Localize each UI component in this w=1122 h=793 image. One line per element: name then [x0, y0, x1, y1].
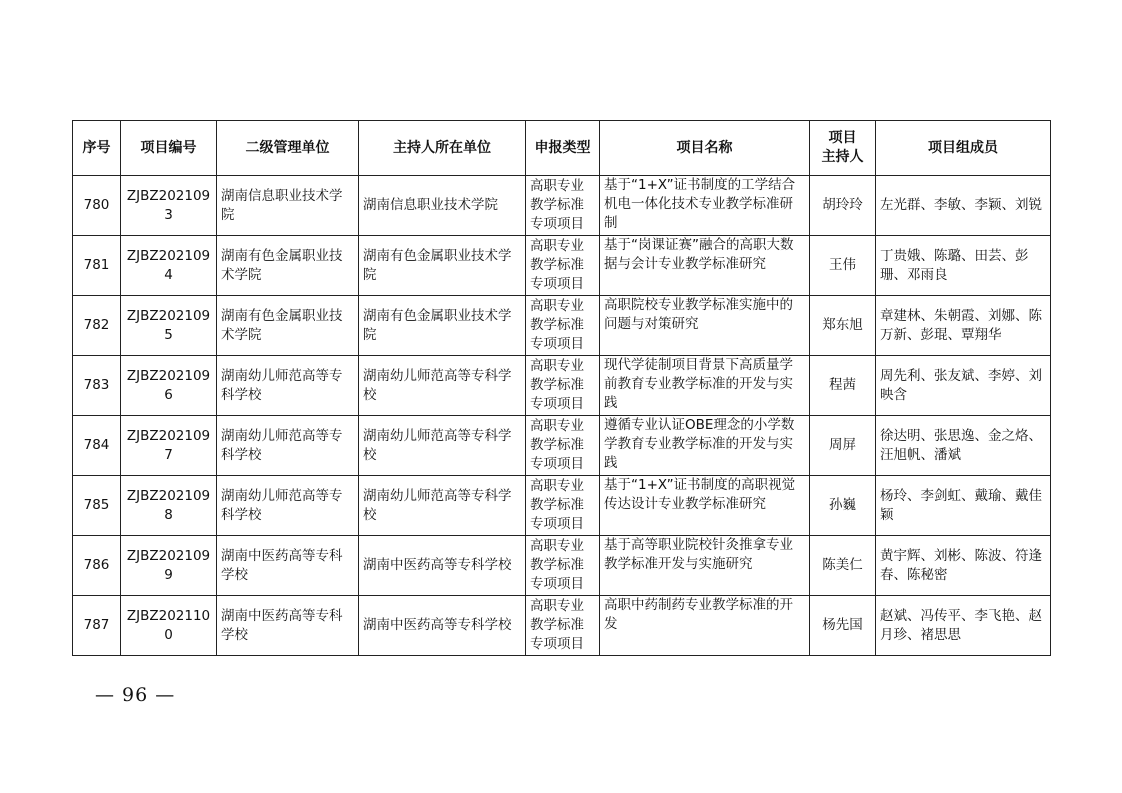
cell-unit: 湖南幼儿师范高等专科学校: [217, 476, 359, 536]
cell-host-unit: 湖南有色金属职业技术学院: [359, 236, 526, 296]
cell-code: ZJBZ2021100: [121, 596, 217, 656]
project-list-table: [72, 120, 1051, 656]
cell-host: 郑东旭: [810, 296, 876, 356]
table-row: [73, 236, 1051, 296]
cell-members: 章建林、朱朝霞、刘娜、陈万新、彭琨、覃翔华: [876, 296, 1051, 356]
cell-unit: 湖南有色金属职业技术学院: [217, 296, 359, 356]
cell-unit: 湖南有色金属职业技术学院: [217, 236, 359, 296]
cell-name: 基于“1+X”证书制度的工学结合机电一体化技术专业教学标准研制: [600, 176, 810, 236]
cell-name: 高职中药制药专业教学标准的开发: [600, 596, 810, 656]
cell-code: ZJBZ2021093: [121, 176, 217, 236]
cell-members: 左光群、李敏、李颖、刘锐: [876, 176, 1051, 236]
cell-host: 王伟: [810, 236, 876, 296]
cell-host: 杨先国: [810, 596, 876, 656]
cell-code: ZJBZ2021098: [121, 476, 217, 536]
header-host: [810, 121, 876, 176]
table-row: [73, 296, 1051, 356]
cell-host-unit: 湖南信息职业技术学院: [359, 176, 526, 236]
header-row: [73, 121, 1051, 176]
cell-host-unit: 湖南中医药高等专科学校: [359, 596, 526, 656]
cell-members: 黄宇辉、刘彬、陈波、符逢春、陈秘密: [876, 536, 1051, 596]
header-code: 项目编号: [121, 121, 217, 176]
cell-code: ZJBZ2021094: [121, 236, 217, 296]
cell-members: 周先利、张友斌、李婷、刘映含: [876, 356, 1051, 416]
cell-name: 基于“岗课证赛”融合的高职大数据与会计专业教学标准研究: [600, 236, 810, 296]
cell-seq: 785: [73, 476, 121, 536]
cell-seq: 782: [73, 296, 121, 356]
cell-unit: 湖南幼儿师范高等专科学校: [217, 356, 359, 416]
page-number: — 96 —: [95, 684, 176, 706]
table-row: [73, 536, 1051, 596]
cell-members: 徐达明、张思逸、金之烙、汪旭帆、潘斌: [876, 416, 1051, 476]
cell-name: 遵循专业认证OBE理念的小学数学教育专业教学标准的开发与实践: [600, 416, 810, 476]
header-host-unit: 主持人所在单位: [359, 121, 526, 176]
cell-host-unit: 湖南幼儿师范高等专科学校: [359, 476, 526, 536]
cell-seq: 787: [73, 596, 121, 656]
cell-type: 高职专业教学标准专项项目: [526, 536, 600, 596]
cell-host-unit: 湖南幼儿师范高等专科学校: [359, 416, 526, 476]
cell-unit: 湖南中医药高等专科学校: [217, 596, 359, 656]
table-row: [73, 596, 1051, 656]
header-unit: 二级管理单位: [217, 121, 359, 176]
cell-host: 程茜: [810, 356, 876, 416]
header-name: 项目名称: [600, 121, 810, 176]
cell-host: 陈美仁: [810, 536, 876, 596]
cell-members: 杨玲、李剑虹、戴瑜、戴佳颖: [876, 476, 1051, 536]
cell-seq: 784: [73, 416, 121, 476]
cell-seq: 786: [73, 536, 121, 596]
cell-host: 孙巍: [810, 476, 876, 536]
cell-host: 胡玲玲: [810, 176, 876, 236]
table-body: [73, 176, 1051, 656]
cell-code: ZJBZ2021095: [121, 296, 217, 356]
header-host-line2: 主持人: [821, 149, 864, 165]
cell-seq: 780: [73, 176, 121, 236]
cell-host: 周屏: [810, 416, 876, 476]
cell-members: 赵斌、冯传平、李飞艳、赵月珍、褚思思: [876, 596, 1051, 656]
cell-members: 丁贵娥、陈璐、田芸、彭珊、邓雨良: [876, 236, 1051, 296]
cell-unit: 湖南幼儿师范高等专科学校: [217, 416, 359, 476]
header-type: 申报类型: [526, 121, 600, 176]
cell-type: 高职专业教学标准专项项目: [526, 356, 600, 416]
cell-type: 高职专业教学标准专项项目: [526, 416, 600, 476]
table-row: [73, 416, 1051, 476]
cell-name: 基于“1+X”证书制度的高职视觉传达设计专业教学标准研究: [600, 476, 810, 536]
cell-unit: 湖南信息职业技术学院: [217, 176, 359, 236]
cell-type: 高职专业教学标准专项项目: [526, 476, 600, 536]
cell-type: 高职专业教学标准专项项目: [526, 176, 600, 236]
table-row: [73, 356, 1051, 416]
cell-unit: 湖南中医药高等专科学校: [217, 536, 359, 596]
cell-name: 现代学徒制项目背景下高质量学前教育专业教学标准的开发与实践: [600, 356, 810, 416]
header-members: 项目组成员: [876, 121, 1051, 176]
cell-host-unit: 湖南有色金属职业技术学院: [359, 296, 526, 356]
cell-seq: 783: [73, 356, 121, 416]
cell-type: 高职专业教学标准专项项目: [526, 296, 600, 356]
cell-code: ZJBZ2021097: [121, 416, 217, 476]
cell-name: 高职院校专业教学标准实施中的问题与对策研究: [600, 296, 810, 356]
header-host-line1: 项目: [828, 130, 857, 146]
cell-name: 基于高等职业院校针灸推拿专业教学标准开发与实施研究: [600, 536, 810, 596]
table-row: [73, 176, 1051, 236]
cell-type: 高职专业教学标准专项项目: [526, 236, 600, 296]
cell-type: 高职专业教学标准专项项目: [526, 596, 600, 656]
cell-code: ZJBZ2021099: [121, 536, 217, 596]
table-row: [73, 476, 1051, 536]
header-seq: 序号: [73, 121, 121, 176]
cell-seq: 781: [73, 236, 121, 296]
cell-code: ZJBZ2021096: [121, 356, 217, 416]
table-header: [73, 121, 1051, 176]
cell-host-unit: 湖南中医药高等专科学校: [359, 536, 526, 596]
cell-host-unit: 湖南幼儿师范高等专科学校: [359, 356, 526, 416]
